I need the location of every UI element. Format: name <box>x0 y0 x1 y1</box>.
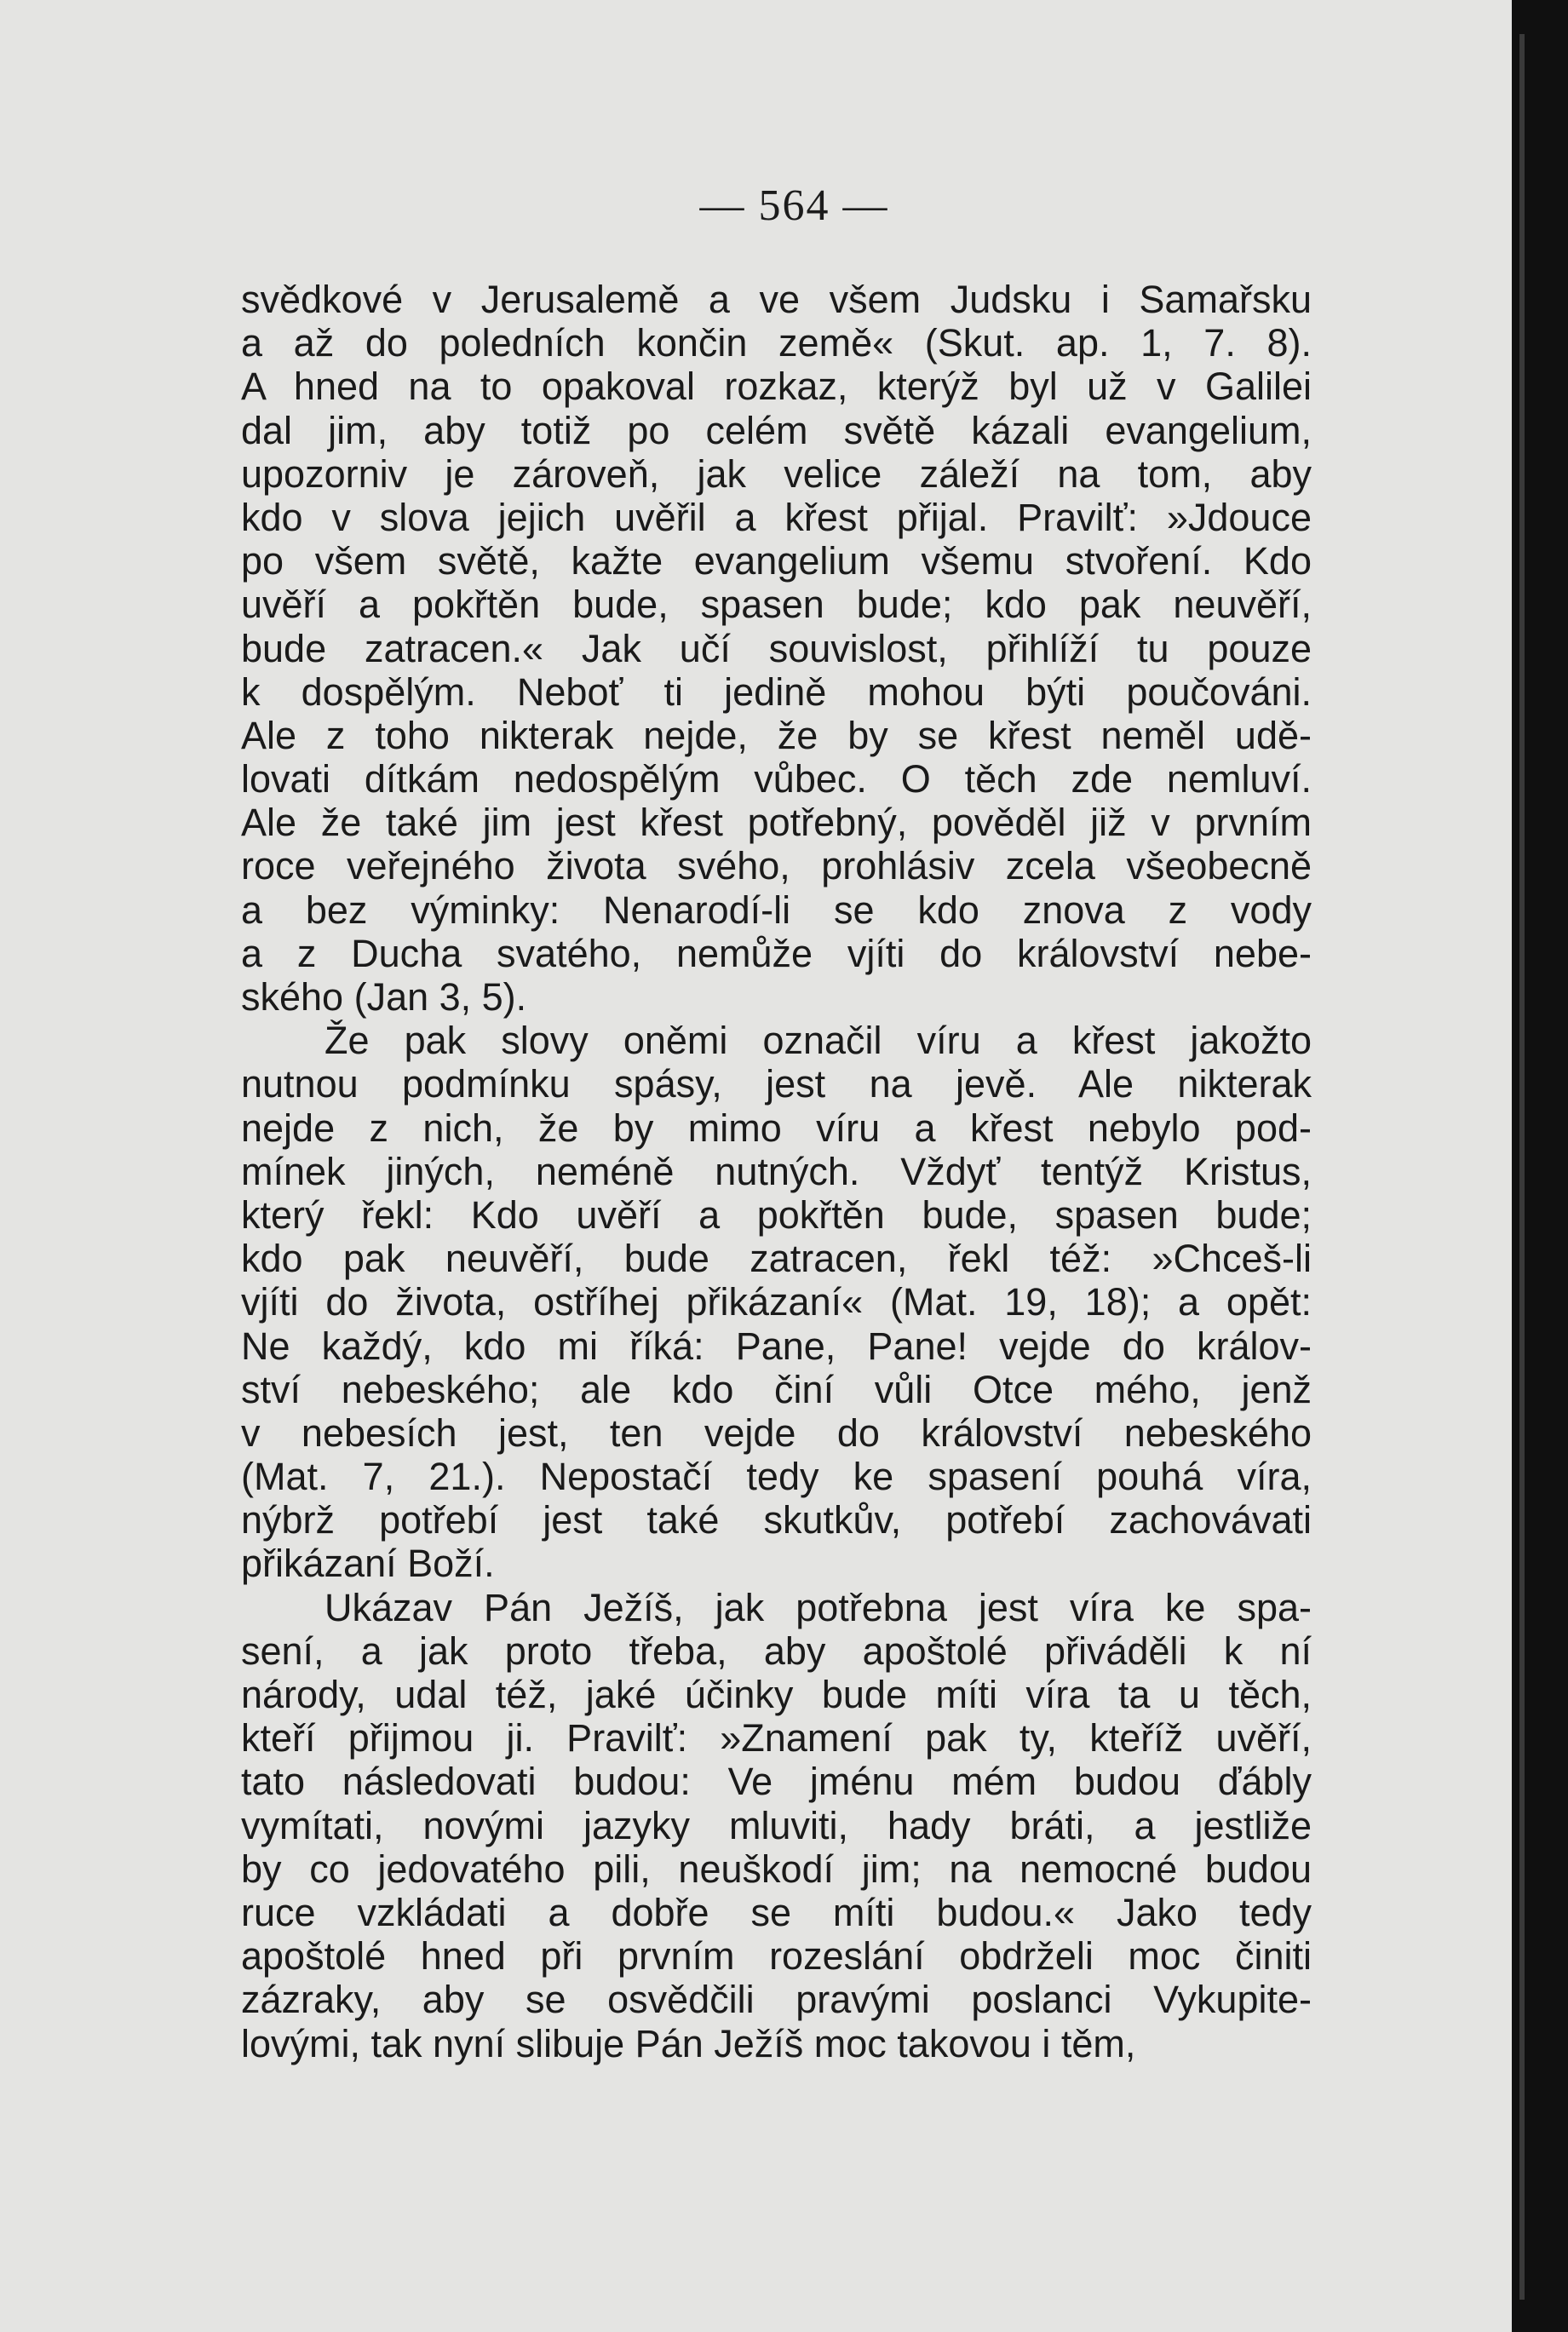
text-line: (Mat. 7, 21.). Nepostačí tedy ke spasení pouhá víra, <box>241 1455 1312 1499</box>
text-line: vjíti do života, ostříhej přikázaní« (Mat. 19, 18); a opět: <box>241 1280 1312 1324</box>
text-line: ruce vzkládati a dobře se míti budou.« Jako tedy <box>241 1890 1312 1934</box>
text-line: tato následovati budou: Ve jménu mém budou ďábly <box>241 1760 1312 1804</box>
page-edge <box>1519 34 1525 2300</box>
text-line: nutnou podmínku spásy, jest na jevě. Ale nikterak <box>241 1062 1312 1106</box>
text-line: kdo pak neuvěří, bude zatracen, řekl též: »Chceš-li <box>241 1237 1312 1281</box>
text-line: Ale z toho nikterak nejde, že by se křest neměl udě- <box>241 713 1312 757</box>
text-line: lovati dítkám nedospělým vůbec. O těch zde nemluví. <box>241 757 1312 801</box>
paragraph <box>241 278 1312 1019</box>
text-line: bude zatracen.« Jak učí souvislost, přihlíží tu pouze <box>241 626 1312 670</box>
text-line: apoštolé hned při prvním rozeslání obdrželi moc činiti <box>241 1934 1312 1979</box>
text-line: vymítati, novými jazyky mluviti, hady bráti, a jestliže <box>241 1803 1312 1847</box>
text-line: k dospělým. Neboť ti jedině mohou býti poučováni. <box>241 669 1312 714</box>
text-line: který řekl: Kdo uvěří a pokřtěn bude, spasen bude; <box>241 1192 1312 1237</box>
text-line: kteří přijmou ji. Pravilť: »Znamení pak ty, kteříž uvěří, <box>241 1716 1312 1760</box>
paragraph <box>241 1019 1312 1585</box>
text-line: přikázaní Boží. <box>241 1542 495 1586</box>
text-line: mínek jiných, neméně nutných. Vždyť tentýž Kristus, <box>241 1149 1312 1193</box>
text-line: sení, a jak proto třeba, aby apoštolé přiváděli k ní <box>241 1628 1312 1673</box>
text-line: dal jim, aby totiž po celém světě kázali evangelium, <box>241 408 1312 452</box>
text-line: Že pak slovy oněmi označil víru a křest jakožto <box>325 1019 1312 1063</box>
text-line: a bez výminky: Nenarodí-li se kdo znova z vody <box>241 887 1312 932</box>
text-line: národy, udal též, jaké účinky bude míti víra ta u těch, <box>241 1673 1312 1716</box>
text-line: lovými, tak nyní slibuje Pán Ježíš moc takovou i těm, <box>241 2021 1136 2065</box>
text-line: Ne každý, kdo mi říká: Pane, Pane! vejde do králov- <box>241 1324 1312 1368</box>
text-line: kdo v slova jejich uvěřil a křest přijal. Pravilť: »Jdouce <box>241 495 1312 539</box>
text-line: upozorniv je zároveň, jak velice záleží na tom, aby <box>241 451 1312 496</box>
text-line: A hned na to opakoval rozkaz, kterýž byl už v Galilei <box>241 365 1312 409</box>
text-line: svědkové v Jerusalemě a ve všem Judsku i Samařsku <box>241 278 1312 321</box>
page-number: — 564 — <box>699 181 889 230</box>
text-line: zázraky, aby se osvědčili pravými poslanci Vykupite- <box>241 1978 1312 2022</box>
text-line: Ale že také jim jest křest potřebný, pověděl již v prvním <box>241 801 1312 845</box>
text-line: uvěří a pokřtěn bude, spasen bude; kdo pak neuvěří, <box>241 583 1312 627</box>
text-line: nejde z nich, že by mimo víru a křest nebylo pod- <box>241 1106 1312 1150</box>
text-line: nýbrž potřebí jest také skutkův, potřebí zachovávati <box>241 1498 1312 1542</box>
text-line: po všem světě, kažte evangelium všemu stvoření. Kdo <box>241 539 1312 583</box>
text-line: ství nebeského; ale kdo činí vůli Otce mého, jenž <box>241 1367 1312 1411</box>
body-text <box>241 278 1312 2065</box>
text-line: by co jedovatého pili, neuškodí jim; na nemocné budou <box>241 1847 1312 1891</box>
text-line: a až do poledních končin země« (Skut. ap. 1, 7. 8). <box>241 321 1312 365</box>
text-line: v nebesích jest, ten vejde do království nebeského <box>241 1410 1312 1455</box>
text-line: ského (Jan 3, 5). <box>241 975 527 1019</box>
text-line: a z Ducha svatého, nemůže vjíti do království nebe- <box>241 931 1312 975</box>
paragraph <box>241 1586 1312 2065</box>
text-line: roce veřejného života svého, prohlásiv zcela všeobecně <box>241 844 1312 888</box>
text-line: Ukázav Pán Ježíš, jak potřebna jest víra ke spa- <box>325 1585 1312 1629</box>
